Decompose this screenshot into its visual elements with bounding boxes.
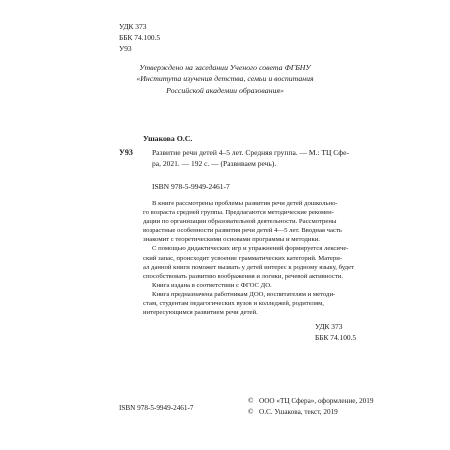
footer-isbn: ISBN 978-5-9949-2461-7: [119, 404, 194, 412]
abstract-line: способствовать развитию воображения и логики, речевой активности.: [143, 272, 344, 280]
copyright-text: ООО «ТЦ Сфера», оформление, 2019: [259, 397, 374, 405]
udk-code: УДК 373: [119, 22, 147, 31]
abstract-line: интересующимся развитием речи детей.: [143, 309, 258, 317]
copyright-symbol: ©: [248, 407, 254, 416]
copyright-text: О.С. Ушакова, текст, 2019: [259, 407, 338, 416]
abstract-line: Книга издана в соответствии с ФГОС ДО.: [152, 281, 272, 289]
approval-note: [0, 62, 450, 96]
top-classification: [119, 22, 160, 54]
abstract-line: С помощью дидактических игр и упражнений формируется лексиче-: [152, 245, 349, 253]
copyright-block: [248, 396, 373, 417]
approval-line: Утверждено на заседании Ученого совета ФГБНУ: [139, 63, 311, 72]
bottom-classification: [315, 322, 356, 344]
bibliographic-description: [152, 147, 348, 169]
abstract-line: стам, студентам педагогических вузов и колледжей, родителям,: [143, 300, 324, 308]
biblio-line: Развитие речи детей 4–5 лет. Средняя группа. — М.: ТЦ Сфе-: [152, 148, 349, 157]
approval-line: «Института изучения детства, семьи и воспитания: [136, 74, 314, 84]
abstract-line: дации по организации образовательной деятельности. Рассмотрены: [143, 218, 337, 226]
abstract-line: знакомит с теоретическими основами программы и методики.: [143, 236, 320, 244]
biblio-line: ра, 2021. — 192 с. — (Развиваем речь).: [152, 159, 277, 169]
copyright-symbol: ©: [248, 397, 254, 405]
approval-line: Российской академии образования»: [166, 85, 284, 95]
abstract-line: ал данной книги поможет вызвать у детей интерес к родному языку, будет: [143, 263, 354, 271]
copyright-line: [248, 396, 373, 407]
copyright-line: [248, 407, 373, 418]
record-index: У93: [119, 148, 133, 157]
abstract-line: Книга предназначена работникам ДОО, воспитателям и методи-: [152, 290, 336, 298]
author-name: Ушакова О.С.: [143, 134, 193, 143]
bbk-code: ББК 74.100.5: [315, 332, 357, 342]
abstract-line: ский запас, происходит усвоение грамматических категорий. Матери-: [143, 254, 343, 262]
abstract-line: возрастные особенности развития речи детей 4—5 лет. Вводная часть: [143, 227, 342, 235]
abstract-line: го возраста средней группы. Предлагаются методические рекомен-: [143, 209, 334, 217]
abstract: [143, 199, 354, 317]
udk-code: УДК 373: [315, 322, 343, 331]
abstract-line: В книге рассмотрены проблемы развития речи детей дошкольно-: [152, 200, 338, 207]
isbn: ISBN 978-5-9949-2461-7: [152, 182, 230, 191]
author-index: У93: [119, 43, 132, 53]
bbk-code: ББК 74.100.5: [119, 32, 161, 42]
